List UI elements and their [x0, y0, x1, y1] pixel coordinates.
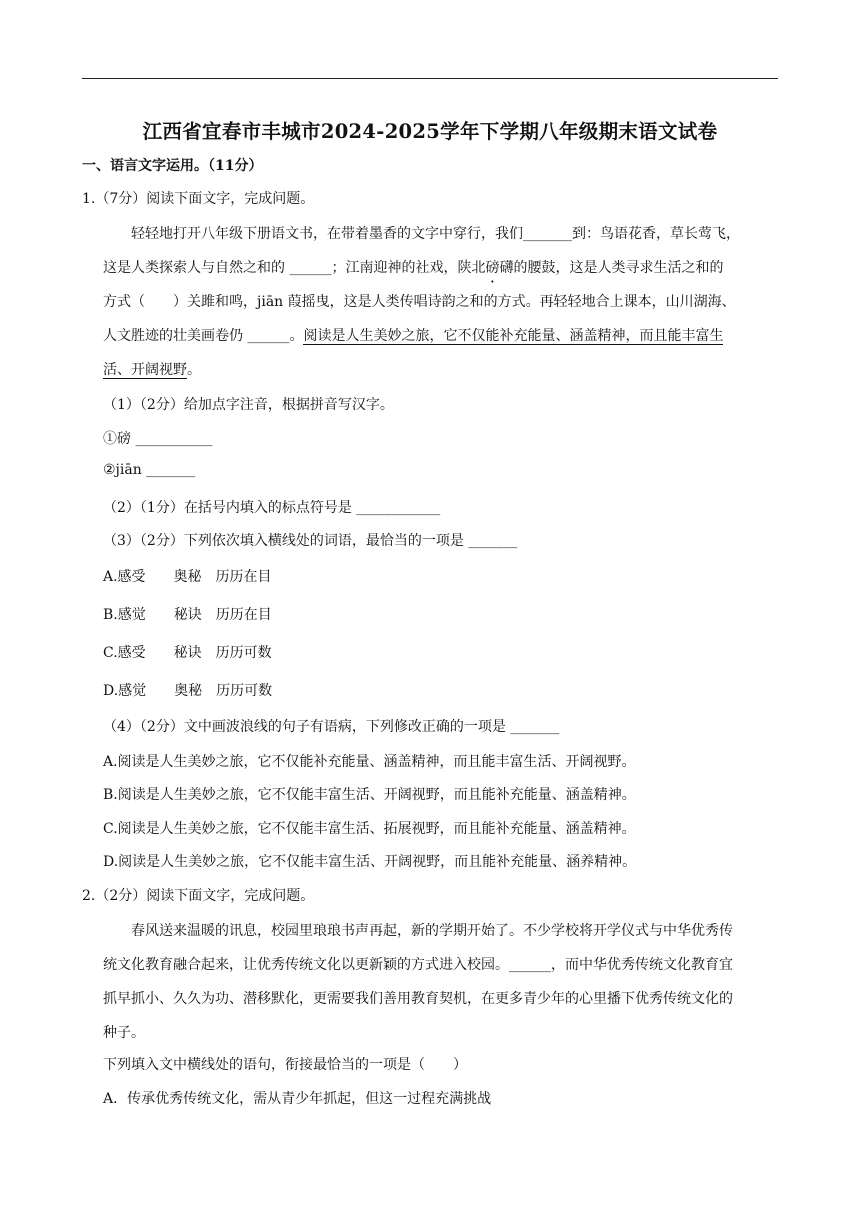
q1-passage-line-4: 人文胜迹的壮美画卷仍 ______。阅读是人生美妙之旅，它不仅能补充能量、涵盖精神，而且能丰富生 [103, 328, 724, 344]
q1-sub-3-option-d: D.感觉 奥秘 历历可数 [103, 683, 273, 699]
q1-sub-4-option-a: A.阅读是人生美妙之旅，它不仅能补充能量、涵盖精神，而且能丰富生活、开阔视野。 [103, 754, 636, 770]
q2-passage-line-1: 春风送来温暖的讯息，校园里琅琅书声再起，新的学期开始了。不少学校将开学仪式与中华优秀传 [131, 923, 733, 939]
q2-option-a: A．传承优秀传统文化，需从青少年抓起，但这一过程充满挑战 [103, 1091, 492, 1107]
q1-sub-3-option-b: B.感觉 秘诀 历历在目 [103, 607, 272, 623]
question-1-heading: 1.（7分）阅读下面文字，完成问题。 [82, 191, 315, 207]
wavy-underlined-sentence: 阅读是人生美妙之旅，它不仅能补充能量、涵盖精神，而且能丰富生 [303, 328, 724, 344]
q2-passage-line-4: 种子。 [103, 1025, 145, 1041]
q2-passage-line-3: 抓早抓小、久久为功、潜移默化，更需要我们善用教育契机，在更多青少年的心里播下优秀传统文化的 [103, 991, 733, 1007]
page-title: 江西省宜春市丰城市2024-2025学年下学期八年级期末语文试卷 [142, 120, 718, 143]
q1-passage-line-5: 活、开阔视野。 [103, 362, 201, 378]
wavy-underlined-sentence-end: 活、开阔视野 [103, 362, 187, 378]
q1-sub-3: （3）（2分）下列依次填入横线处的词语，最恰当的一项是 _______ [103, 533, 518, 549]
q1-sub-1: （1）（2分）给加点字注音，根据拼音写汉字。 [103, 397, 394, 413]
section-heading: 一、语言文字运用。（11分） [82, 158, 263, 174]
q1-sub-1-b: ②jiān _______ [103, 462, 196, 478]
q1-sub-4: （4）（2分）文中画波浪线的句子有语病，下列修改正确的一项是 _______ [103, 719, 560, 735]
q1-sub-3-option-c: C.感受 秘诀 历历可数 [103, 645, 272, 661]
q1-sub-4-option-b: B.阅读是人生美妙之旅，它不仅能丰富生活、开阔视野，而且能补充能量、涵盖精神。 [103, 787, 636, 803]
q1-passage-line-1: 轻轻地打开八年级下册语文书，在带着墨香的文字中穿行，我们_______到：鸟语花香，草长莺飞， [131, 226, 740, 242]
q1-sub-2: （2）（1分）在括号内填入的标点符号是 ____________ [103, 500, 441, 516]
question-2-heading: 2.（2分）阅读下面文字，完成问题。 [82, 888, 315, 904]
dotted-character: 磅 [485, 260, 500, 276]
q2-prompt: 下列填入文中横线处的语句，衔接最恰当的一项是（ ） [103, 1057, 467, 1073]
q1-sub-4-option-d: D.阅读是人生美妙之旅，它不仅能丰富生活、开阔视野，而且能补充能量、涵养精神。 [103, 854, 637, 870]
q2-passage-line-2: 统文化教育融合起来，让优秀传统文化以更新颖的方式进入校园。______，而中华优秀传统文化教育宜 [103, 957, 733, 973]
q1-sub-3-option-a: A.感受 奥秘 历历在目 [103, 569, 272, 585]
q1-passage-line-2: 这是人类探索人与自然之和的 ______；江南迎神的社戏，陕北磅礴的腰鼓，这是人类寻求生活之和的 [103, 260, 724, 276]
q1-sub-4-option-c: C.阅读是人生美妙之旅，它不仅能丰富生活、拓展视野，而且能补充能量、涵盖精神。 [103, 821, 636, 837]
top-rule [82, 78, 778, 79]
q1-sub-1-a: ①磅 ___________ [103, 431, 213, 447]
q1-passage-line-3: 方式（ ）关雎和鸣，jiān 葭摇曳，这是人类传唱诗韵之和的方式。再轻轻地合上课本，山川湖海、 [103, 294, 736, 310]
